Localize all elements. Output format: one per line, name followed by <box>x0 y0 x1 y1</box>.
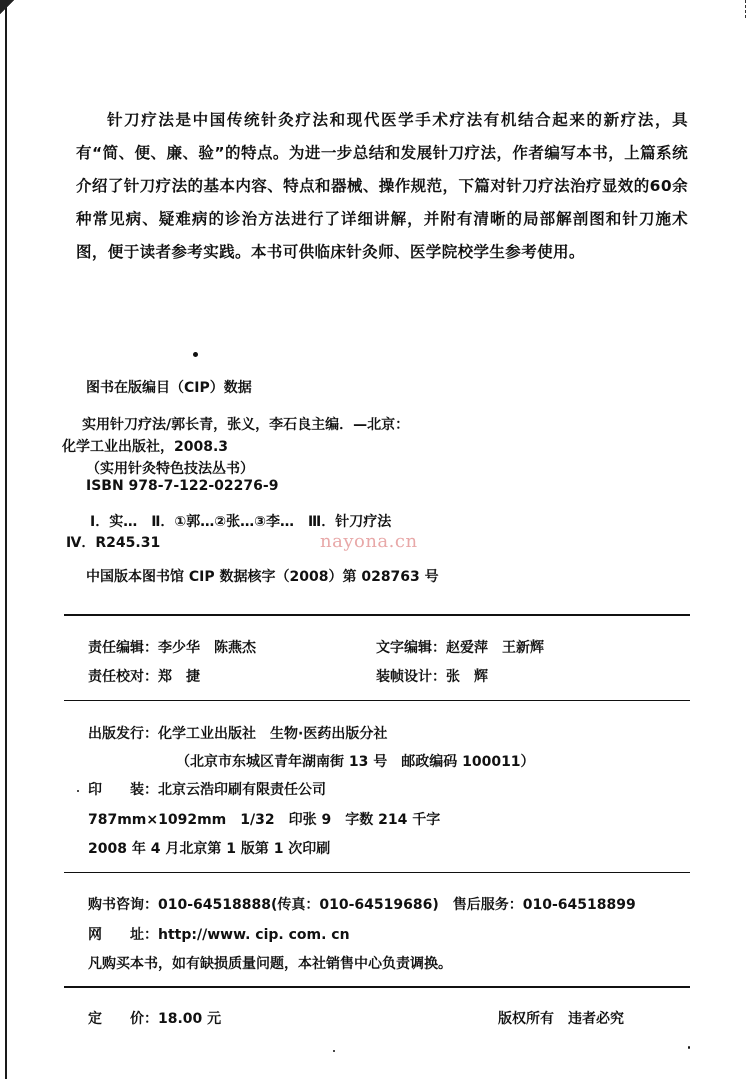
cip-heading: 图书在版编目（CIP）数据 <box>86 380 252 396</box>
cip-title-line: 实用针刀疗法/郭长青，张义，李石良主编．—北京： <box>82 417 410 433</box>
text-editor: 文字编辑：赵爱萍 王新辉 <box>376 640 544 656</box>
format-info: 787mm×1092mm 1/32 印张 9 字数 214 千字 <box>88 812 441 828</box>
website: 网 址：http://www. cip. com. cn <box>88 927 350 943</box>
book-abstract <box>76 104 688 269</box>
proofreader: 责任校对：郑 捷 <box>88 669 200 685</box>
responsible-editor: 责任编辑：李少华 陈燕杰 <box>88 640 256 656</box>
abstract-text: 针刀疗法是中国传统针灸疗法和现代医学手术疗法有机结合起来的新疗法，具有“简、便、廉、验”的特点。为进一步总结和发展针刀疗法，作者编写本书，上篇系统介绍了针刀疗法的基本内容、特点和器械、操作规范，下篇对针刀疗法治疗显效的60余种常见病、疑难病的诊治方法进行了详细讲解，并附有清晰的局部解剖图和针刀施术图，便于读者参考实践。本书可供临床针灸师、医学院校学生参考使用。 <box>76 111 688 261</box>
cip-subject-line: Ⅰ．实… Ⅱ．①郭…②张…③李… Ⅲ．针刀疗法 <box>90 514 392 530</box>
exchange-notice: 凡购买本书，如有缺损质量问题，本社销售中心负责调换。 <box>88 956 452 972</box>
scan-edge-left <box>5 0 7 1079</box>
divider <box>64 614 690 616</box>
scan-edge-top-right <box>735 0 746 18</box>
scan-edge-corner <box>0 0 22 14</box>
cip-classification-line: Ⅳ．R245.31 <box>66 535 161 551</box>
publisher: 出版发行：化学工业出版社 生物·医药出版分社 <box>88 726 388 742</box>
edition-info: 2008 年 4 月北京第 1 版第 1 次印刷 <box>88 841 331 857</box>
watermark: nayona.cn <box>320 531 418 552</box>
copyright-notice: 版权所有 违者必究 <box>498 1011 624 1027</box>
divider <box>64 872 690 873</box>
cip-isbn-line: ISBN 978-7-122-02276-9 <box>86 478 279 494</box>
purchase-contact: 购书咨询：010-64518888(传真：010-64519686) 售后服务：010-64518899 <box>88 897 636 913</box>
price: 定 价：18.00 元 <box>88 1011 222 1027</box>
cip-series-line: （实用针灸特色技法丛书） <box>86 461 254 477</box>
cip-publisher-line: 化学工业出版社，2008.3 <box>62 439 229 455</box>
cip-record-number: 中国版本图书馆 CIP 数据核字（2008）第 028763 号 <box>86 569 439 585</box>
designer: 装帧设计：张 辉 <box>376 669 488 685</box>
divider <box>64 700 690 701</box>
divider <box>64 986 690 988</box>
publisher-address: （北京市东城区青年湖南街 13 号 邮政编码 100011） <box>176 754 535 770</box>
printer: 印 装：北京云浩印刷有限责任公司 <box>88 782 326 798</box>
